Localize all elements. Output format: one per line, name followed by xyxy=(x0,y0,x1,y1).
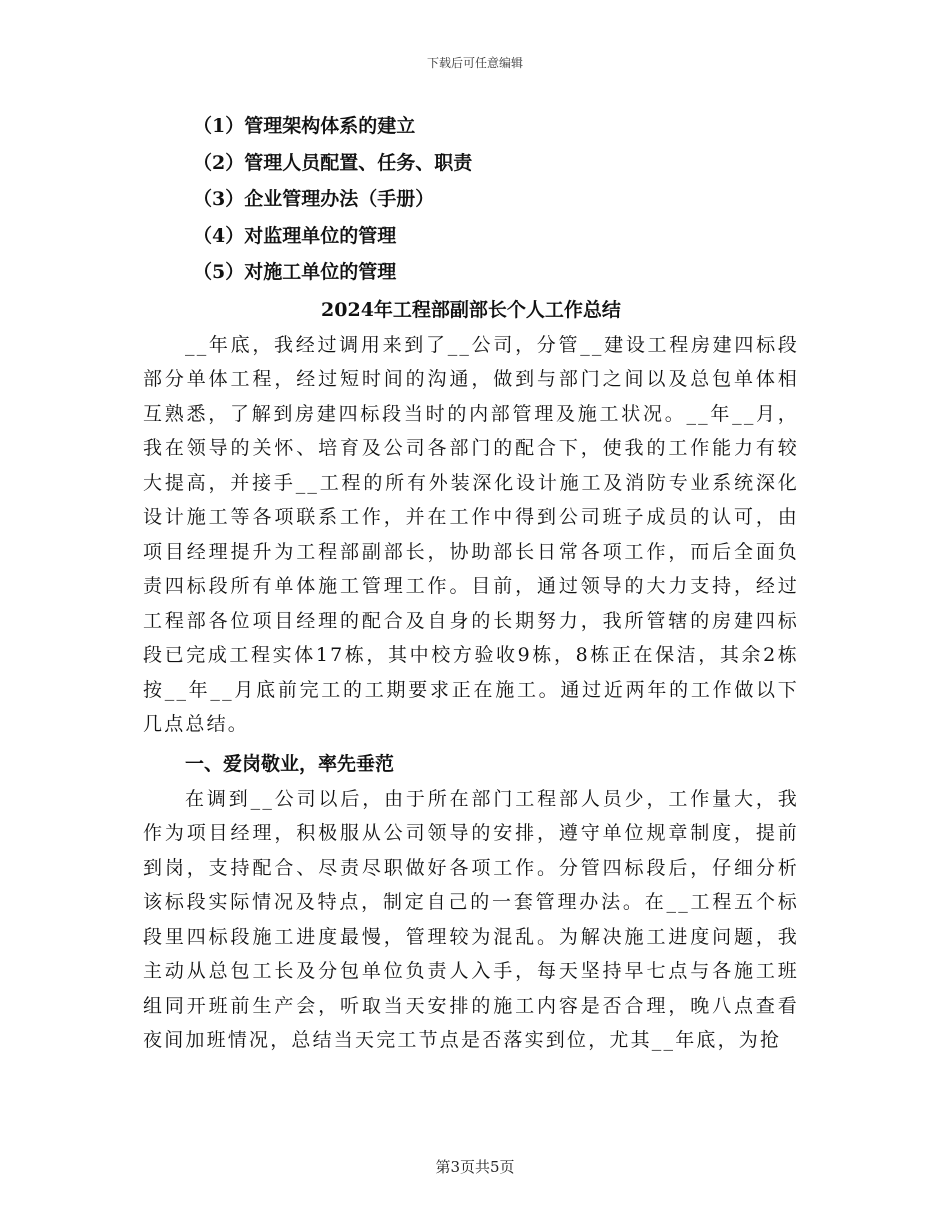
section-heading: 一、爱岗敬业，率先垂范 xyxy=(185,752,395,775)
page-footer: 第3页共5页 xyxy=(435,1158,515,1176)
body-paragraph: __年底，我经过调用来到了__公司，分管__建设工程房建四标段部分单体工程，经过短时间的沟通，做到与部门之间以及总包单体相互熟悉，了解到房建四标段当时的内部管理及施工状况。__年__月，我在领导的关怀、培育及公司各部门的配合下，使我的工作能力有较大提高，并接手__工程的所有外装深化设计施工及消防专业系统深化设计施工等各项联系工作，并在工作中得到公司班子成员的认可，由项目经理提升为工程部副部长，协助部长日常各项工作，而后全面负责四标段所有单体施工管理工作。目前，通过领导的大力支持，经过工程部各位项目经理的配合及自身的长期努力，我所管辖的房建四标段已完成工程实体17栋，其中校方验收9栋，8栋正在保洁，其余2栋按__年__月底前完工的工期要求正在施工。通过近两年的工作做以下几点总结。 xyxy=(143,333,799,735)
document-title: 2024年工程部副部长个人工作总结 xyxy=(321,298,621,321)
document-body xyxy=(143,108,799,1058)
list-item: （1）管理架构体系的建立 xyxy=(193,115,416,137)
list-item: （4）对监理单位的管理 xyxy=(193,224,397,247)
list-item: （3）企业管理办法（手册） xyxy=(193,188,435,210)
body-paragraph: 在调到__公司以后，由于所在部门工程部人员少，工作量大，我作为项目经理，积极服从公司领导的安排，遵守单位规章制度，提前到岗，支持配合、尽责尽职做好各项工作。分管四标段后，仔细分析该标段实际情况及特点，制定自己的一套管理办法。在__工程五个标段里四标段施工进度最慢，管理较为混乱。为解决施工进度问题，我主动从总包工长及分包单位负责人入手，每天坚持早七点与各施工班组同开班前生产会，听取当天安排的施工内容是否合理，晚八点查看夜间加班情况，总结当天完工节点是否落实到位，尤其__年底，为抢 xyxy=(143,787,799,1051)
list-item: （5）对施工单位的管理 xyxy=(193,261,397,283)
list-item: （2）管理人员配置、任务、职责 xyxy=(193,151,473,174)
page-header: 下载后可任意编辑 xyxy=(426,56,523,70)
